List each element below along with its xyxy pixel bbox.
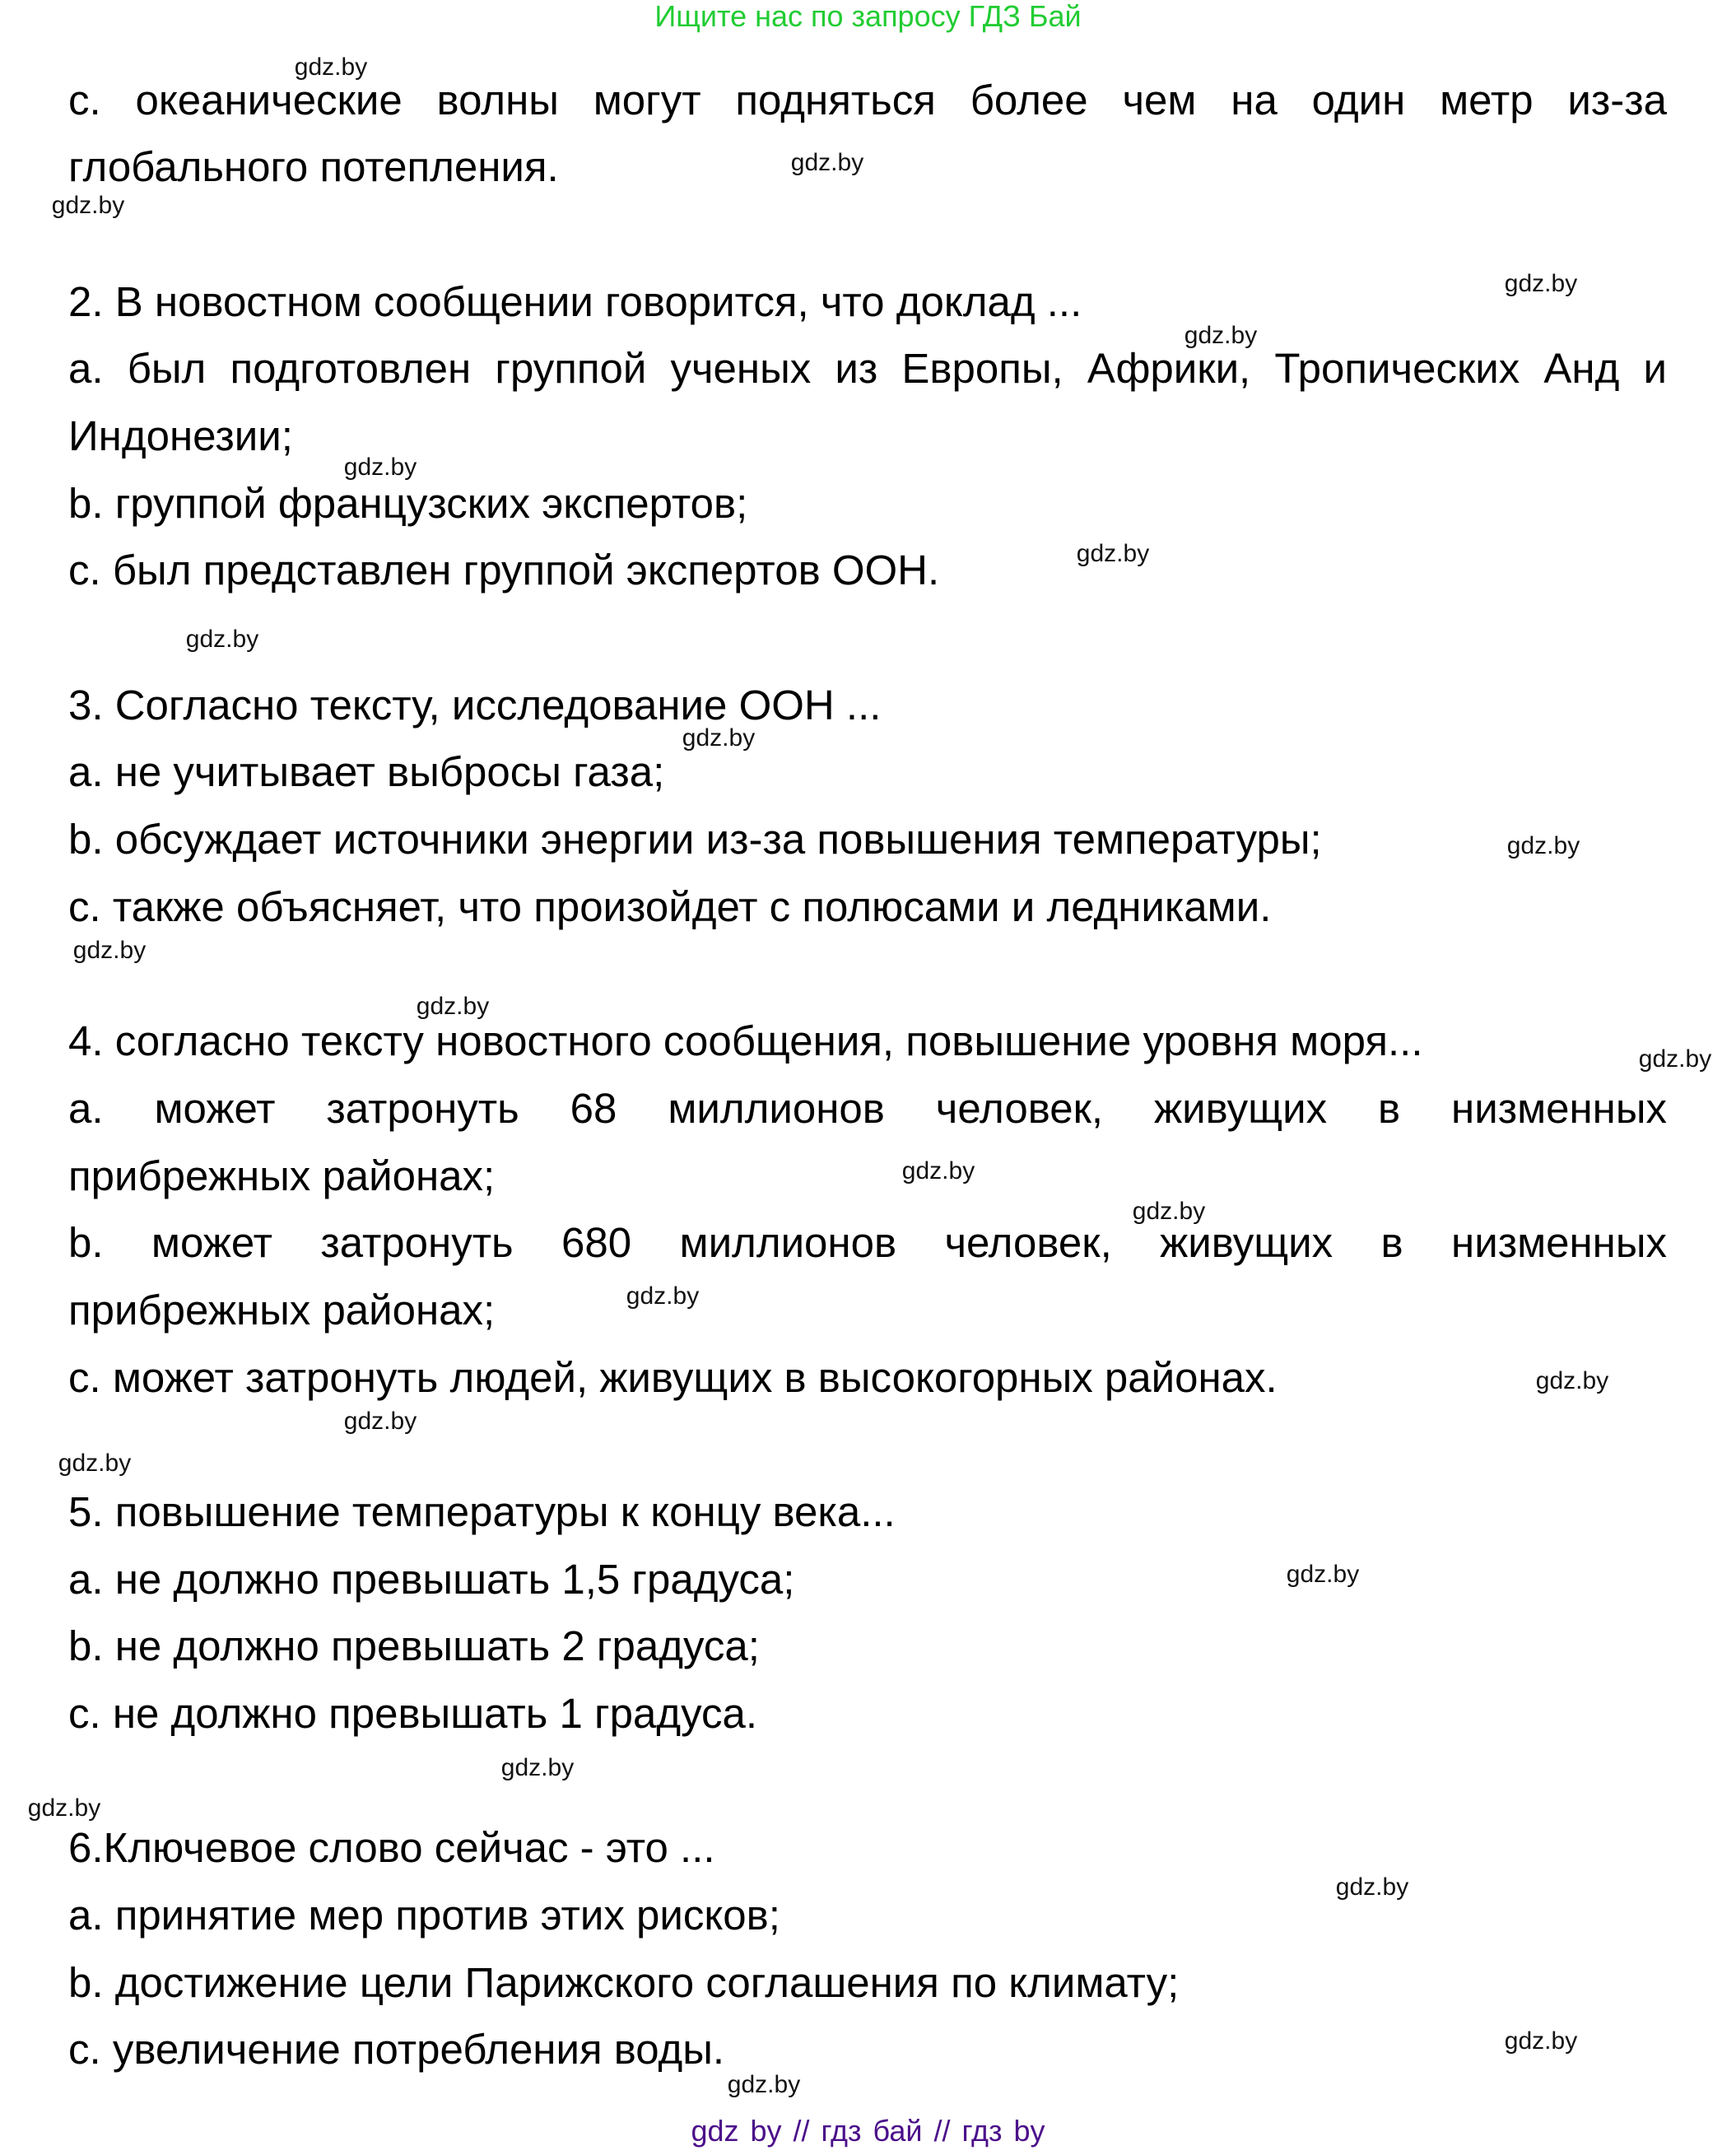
answer-option-line: Индонезии;	[68, 412, 293, 459]
answer-option-line: a. может затронуть 68 миллионов человек, живущих в низменных	[68, 1085, 1667, 1132]
watermark: gdz.by	[1286, 1561, 1360, 1588]
question-line: 2. В новостном сообщении говорится, что доклад ...	[68, 278, 1082, 325]
question-line: 6.Ключевое слово сейчас - это ...	[68, 1824, 715, 1871]
question-line: 4. согласно тексту новостного сообщения, повышение уровня моря...	[68, 1017, 1423, 1064]
watermark: gdz.by	[1076, 540, 1150, 567]
answer-option-line: b. не должно превышать 2 градуса;	[68, 1622, 760, 1669]
watermark: gdz.by	[1506, 832, 1580, 859]
answer-option-line: c. увеличение потребления воды.	[68, 2026, 725, 2073]
watermark: gdz.by	[626, 1282, 700, 1310]
watermark: gdz.by	[1504, 2027, 1578, 2055]
watermark: gdz.by	[72, 937, 147, 964]
watermark: gdz.by	[682, 724, 756, 752]
answer-option-line: c. не должно превышать 1 градуса.	[68, 1690, 758, 1737]
answer-option-line: b. может затронуть 680 миллионов человек, живущих в низменных	[68, 1219, 1667, 1266]
watermark: gdz.by	[1638, 1045, 1712, 1073]
footer-links: gdz by // гдз бай // гдз by	[691, 2114, 1045, 2148]
answer-option-line: прибрежных районах;	[68, 1287, 496, 1333]
watermark: gdz.by	[1335, 1873, 1409, 1901]
answer-option-line: b. группой французских экспертов;	[68, 480, 748, 527]
answer-option-line: c. был представлен группой экспертов ООН.	[68, 547, 940, 593]
answer-option-line: c. океанические волны могут подняться более чем на один метр из-за	[68, 77, 1667, 123]
watermark: gdz.by	[343, 454, 417, 481]
answer-option-line: b. обсуждает источники энергии из-за повышения температуры;	[68, 816, 1322, 863]
watermark: gdz.by	[1132, 1198, 1206, 1225]
answer-option-line: c. также объясняет, что произойдет с полюсами и ледниками.	[68, 883, 1272, 930]
watermark: gdz.by	[1184, 322, 1258, 349]
watermark: gdz.by	[294, 54, 368, 81]
answer-option-line: a. не должно превышать 1,5 градуса;	[68, 1556, 795, 1603]
answer-option-line: a. был подготовлен группой ученых из Европы, Африки, Тропических Анд и	[68, 345, 1667, 392]
watermark: gdz.by	[27, 1794, 101, 1822]
question-line: 3. Согласно тексту, исследование ООН ...	[68, 682, 882, 728]
watermark: gdz.by	[51, 192, 125, 219]
answer-option-line: прибрежных районах;	[68, 1152, 496, 1199]
watermark: gdz.by	[1504, 270, 1578, 297]
watermark: gdz.by	[185, 626, 259, 653]
watermark: gdz.by	[727, 2071, 801, 2098]
watermark: gdz.by	[790, 149, 864, 176]
watermark: gdz.by	[416, 993, 490, 1020]
watermark: gdz.by	[1535, 1367, 1609, 1394]
answer-option-line: глобального потепления.	[68, 143, 559, 190]
answer-option-line: a. не учитывает выбросы газа;	[68, 748, 665, 795]
answer-option-line: c. может затронуть людей, живущих в высокогорных районах.	[68, 1354, 1278, 1401]
watermark: gdz.by	[58, 1450, 132, 1477]
answer-option-line: b. достижение цели Парижского соглашения по климату;	[68, 1959, 1180, 2006]
watermark: gdz.by	[500, 1754, 575, 1781]
answer-option-line: a. принятие мер против этих рисков;	[68, 1892, 780, 1939]
question-line: 5. повышение температуры к концу века...	[68, 1488, 896, 1535]
search-banner: Ищите нас по запросу ГДЗ Бай	[654, 0, 1082, 33]
watermark: gdz.by	[901, 1157, 975, 1185]
watermark: gdz.by	[343, 1408, 417, 1435]
